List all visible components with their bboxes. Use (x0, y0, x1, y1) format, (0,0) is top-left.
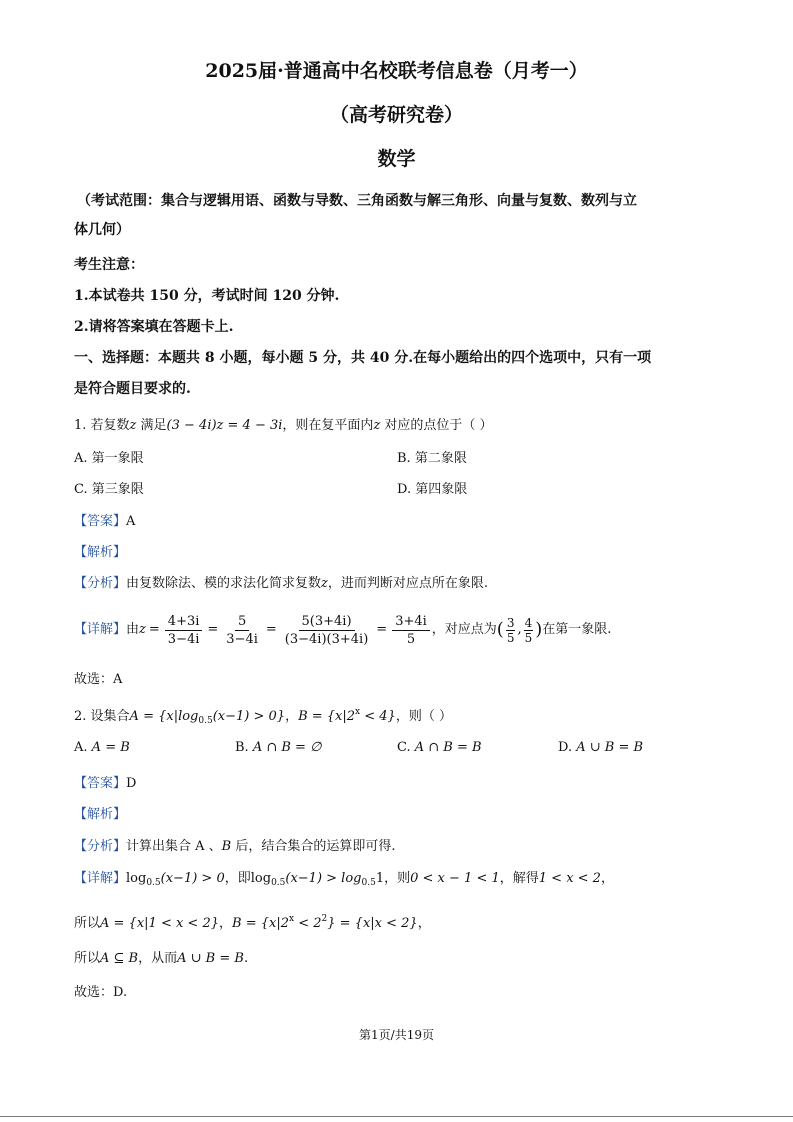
q1-fraction-1-num: 4+3i (165, 613, 203, 631)
q1-eq-1: = (148, 622, 160, 637)
q2-xj-log1: log (126, 871, 147, 886)
q2-option-a (74, 739, 130, 757)
q1-choice: 故选：A (74, 672, 123, 687)
q2-option-a-label: A. (74, 740, 88, 755)
q1-stem-mid: 满足 (136, 418, 167, 433)
q2-period: . (243, 951, 249, 966)
q1-equation: (3 − 4i)z = 4 − 3i (166, 418, 283, 433)
q1-point-close: ) (535, 619, 543, 640)
q2-analysis-tag: 【解析】 (74, 807, 127, 822)
q1-point-sep: , (517, 622, 522, 637)
q2-answer (74, 775, 136, 793)
q2-xj-tail: ， (600, 871, 614, 886)
q2-xiangjie-tag: 【详解】 (74, 871, 127, 886)
q1-point-y-den: 5 (524, 630, 533, 645)
q2-stem (74, 703, 452, 730)
q1-fraction-1 (165, 613, 203, 648)
q1-fraction-1-den: 3−4i (167, 631, 200, 647)
q1-fenxi-tag: 【分析】 (74, 576, 127, 591)
q2-sets-line (74, 910, 431, 933)
q2-xj-ineq: 0 < x − 1 < 1 (410, 871, 500, 886)
q2-option-d-label: D. (558, 740, 573, 755)
q2-set-a-sub: 0.5 (198, 716, 213, 726)
q1-fenxi-end: ，进而判断对应点所在象限. (327, 576, 489, 591)
q1-fraction-2-den: 3−4i (226, 631, 258, 647)
q2-xj-ze: ，则 (384, 871, 411, 886)
q1-point-x (506, 616, 516, 645)
q1-fraction-4-num: 3+4i (392, 613, 430, 631)
q2-line-b-pre: B = {x|2 (232, 916, 289, 931)
q1-point-x-den: 5 (506, 630, 515, 645)
q1-xiangjie-end: 在第一象限. (542, 622, 612, 637)
q2-option-c (397, 739, 482, 757)
q2-conclusion (74, 950, 248, 968)
q2-fenxi (74, 838, 396, 856)
q1-var-z: z (129, 418, 137, 433)
q1-xiangjie-tag: 【详解】 (74, 622, 127, 637)
q1-fraction-2 (223, 613, 261, 648)
q1-answer-value: A (126, 514, 136, 529)
bottom-divider (0, 1116, 793, 1117)
q2-xj-sub1: 0.5 (146, 878, 161, 888)
q1-eq-3: = (265, 622, 277, 637)
q2-xj-ji: ，即 (224, 871, 251, 886)
q1-stem (74, 417, 493, 435)
q2-option-d-text: A ∪ B = B (576, 740, 644, 755)
q2-option-c-label: C. (397, 740, 411, 755)
q2-comma-2: ， (219, 916, 233, 931)
q1-point-open: ( (496, 619, 504, 640)
section-heading-line-2: 是符合题目要求的. (74, 381, 191, 397)
q1-fraction-2-num: 5 (235, 613, 249, 631)
q2-option-d (558, 739, 643, 757)
q1-point-y-num: 4 (524, 615, 533, 630)
q1-answer (74, 513, 135, 531)
q2-xj-expr3: 1 (375, 871, 385, 886)
q1-option-c: C. 第三象限 (74, 482, 144, 497)
q2-congerg: ，从而 (138, 951, 178, 966)
q2-fenxi-tag: 【分析】 (74, 839, 127, 854)
q2-line-b-sup1: x (289, 914, 295, 924)
q1-eq-4: = (376, 622, 388, 637)
q2-set-b-sup: x (355, 707, 361, 717)
q2-xj-result: 1 < x < 2 (538, 871, 601, 886)
q2-subset: A ⊆ B (100, 951, 139, 966)
q1-option-a: A. 第一象限 (74, 451, 144, 466)
q1-fenxi-z: z (321, 576, 328, 591)
q1-eq-2: = (207, 622, 219, 637)
q2-xiangjie (74, 870, 614, 892)
q2-line-b-sup2: 2 (321, 914, 328, 924)
q2-set-b-rest: < 4} (360, 709, 396, 724)
q2-xj-log2: log (250, 871, 272, 886)
q2-choice: 故选：D. (74, 985, 128, 1000)
q1-fraction-3-num: 5(3+4i) (299, 613, 355, 631)
q1-fenxi (74, 575, 488, 593)
page-number: 第1页/共19页 (359, 1028, 434, 1042)
q2-fenxi-text: 计算出集合 A 、 (126, 839, 222, 854)
q2-set-a: A = {x|log (129, 709, 199, 724)
q2-xj-sub2: 0.5 (271, 878, 286, 888)
q2-fenxi-b: B (221, 839, 232, 854)
q2-xj-jiede: ，解得 (499, 871, 539, 886)
notice-item-1: 1.本试卷共 150 分，考试时间 120 分钟. (74, 288, 340, 304)
q1-xiangjie-z: z (139, 622, 146, 637)
q2-option-b (235, 739, 321, 757)
notice-item-2: 2.请将答案填在答题卡上. (74, 319, 234, 335)
q2-stem-prefix: 2. 设集合 (74, 709, 130, 724)
exam-title: 2025届·普通高中名校联考信息卷（月考一） (205, 60, 588, 82)
scope-line-1: （考试范围：集合与逻辑用语、函数与导数、三角函数与解三角形、向量与复数、数列与立 (77, 193, 637, 209)
scope-line-2: 体几何） (74, 222, 130, 238)
q2-line-b-end: } = {x|x < 2} (327, 916, 418, 931)
q2-xj-expr1: (x−1) > 0 (160, 871, 225, 886)
q2-option-b-text: A ∩ B = ∅ (252, 740, 322, 755)
notice-heading: 考生注意： (74, 257, 144, 273)
q1-answer-tag: 【答案】 (74, 514, 127, 529)
q2-suoyi: 所以 (74, 916, 101, 931)
q2-xj-sub3: 0.5 (361, 878, 376, 888)
q2-line-a: A = {x|1 < x < 2} (100, 916, 220, 931)
q2-set-a-rest: (x−1) > 0} (212, 709, 286, 724)
q1-fraction-3 (282, 613, 371, 648)
q2-answer-tag: 【答案】 (74, 776, 127, 791)
q2-union: A ∪ B = B (177, 951, 244, 966)
q1-xiangjie-you: 由 (126, 622, 140, 637)
q1-stem-suffix: ，则在复平面内 (282, 418, 374, 433)
q1-option-b: B. 第二象限 (397, 451, 467, 466)
q2-tail-2: ， (417, 916, 431, 931)
subject-title: 数学 (377, 148, 416, 170)
q1-xiangjie (74, 605, 611, 655)
section-heading-line-1: 一、选择题：本题共 8 小题，每小题 5 分，共 40 分.在每小题给出的四个选项中，只有一项 (74, 350, 652, 366)
q2-fenxi-end: 后，结合集合的运算即可得. (231, 839, 396, 854)
q2-line-b-mid: < 2 (294, 916, 322, 931)
q2-set-b: B = {x|2 (298, 709, 356, 724)
q1-option-d: D. 第四象限 (397, 482, 468, 497)
q2-option-b-label: B. (235, 740, 249, 755)
q1-fraction-3-den: (3−4i)(3+4i) (284, 631, 369, 647)
q2-stem-end: ，则（ ） (395, 709, 452, 724)
q1-point-x-num: 3 (506, 615, 515, 630)
q1-stem-end: 对应的点位于（ ） (380, 418, 493, 433)
q2-comma-1: ， (285, 709, 299, 724)
q2-answer-value: D (126, 776, 137, 791)
q2-suoyi-2: 所以 (74, 951, 101, 966)
q2-option-c-text: A ∩ B = B (414, 740, 482, 755)
q1-analysis-tag: 【解析】 (74, 545, 127, 560)
exam-subtitle: （高考研究卷） (329, 104, 463, 126)
q1-fenxi-text: 由复数除法、模的求法化简求复数 (126, 576, 322, 591)
q1-fraction-4-den: 5 (406, 631, 416, 647)
q1-var-z-2: z (373, 418, 381, 433)
q1-point-y (524, 616, 534, 645)
q2-xj-expr2: (x−1) > log (285, 871, 362, 886)
q2-option-a-text: A = B (91, 740, 130, 755)
q1-stem-prefix: 1. 若复数 (74, 418, 130, 433)
q1-xiangjie-mid: ，对应点为 (431, 622, 497, 637)
q1-fraction-4 (392, 613, 430, 648)
